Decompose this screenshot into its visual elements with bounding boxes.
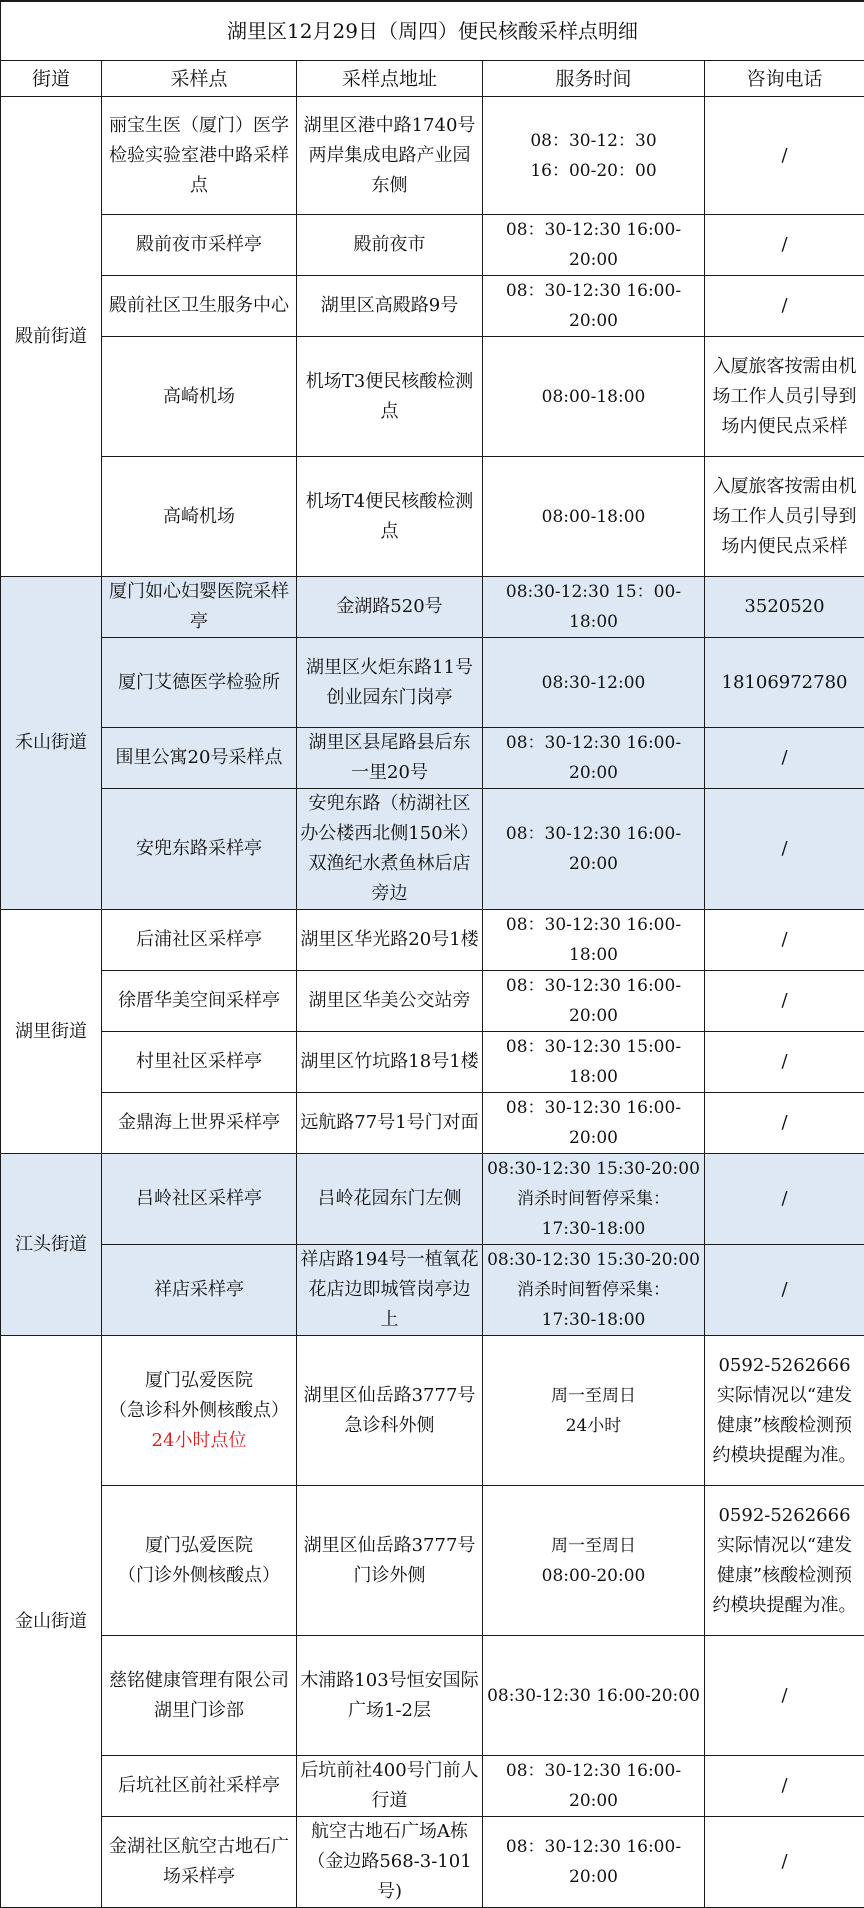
- time-cell: [483, 457, 705, 577]
- cell-text-line: 08:00-20:00: [486, 1561, 701, 1591]
- address-cell: [297, 728, 483, 789]
- site-cell: [102, 1636, 297, 1756]
- cell-text-line: 航空古地石广场A栋（金边路568-3-101号): [300, 1817, 479, 1907]
- table-row: [1, 1636, 864, 1756]
- table-row: [1, 215, 864, 276]
- table-row: [1, 638, 864, 728]
- cell-text-line: 消杀时间暂停采集：: [486, 1275, 701, 1305]
- time-cell: [483, 1636, 705, 1756]
- cell-text-line: 祥店路194号一植氧花花店边即城管岗亭边上: [300, 1245, 479, 1335]
- site-name: 祥店采样亭: [105, 1275, 293, 1305]
- cell-text-line: /: [708, 1047, 861, 1077]
- phone-cell: [705, 789, 864, 910]
- address-cell: [297, 638, 483, 728]
- site-name: 丽宝生医（厦门）医学检验实验室港中路采样点: [105, 111, 293, 201]
- address-cell: [297, 1486, 483, 1636]
- site-cell: [102, 1245, 297, 1336]
- street-cell: 殿前街道: [1, 97, 102, 577]
- site-cell: [102, 728, 297, 789]
- site-cell: [102, 577, 297, 638]
- cell-text-line: 0592-5262666: [708, 1351, 861, 1381]
- cell-text-line: 湖里区县尾路县后东一里20号: [300, 728, 479, 788]
- phone-cell: [705, 1486, 864, 1636]
- street-cell: 金山街道: [1, 1336, 102, 1908]
- cell-text-line: 08:30-12:30 16:00-20:00: [486, 1681, 701, 1711]
- cell-text-line: 后坑前社400号门前人行道: [300, 1756, 479, 1816]
- cell-text-line: 入厦旅客按需由机场工作人员引导到场内便民点采样: [708, 472, 861, 562]
- phone-cell: [705, 1093, 864, 1154]
- site-detail: （门诊外侧核酸点）: [105, 1561, 293, 1591]
- time-cell: [483, 1486, 705, 1636]
- address-cell: [297, 97, 483, 215]
- site-cell: [102, 1154, 297, 1245]
- table-row: [1, 1486, 864, 1636]
- cell-text-line: 08：30-12:30 16:00-20:00: [486, 1093, 701, 1153]
- address-cell: [297, 1636, 483, 1756]
- time-cell: [483, 1336, 705, 1486]
- site-name: 殿前夜市采样亭: [105, 230, 293, 260]
- header-address: 采样点地址: [297, 61, 483, 97]
- site-cell: [102, 1486, 297, 1636]
- table-row: [1, 1756, 864, 1817]
- cell-text-line: 实际情况以“建发健康”核酸检测预约模块提醒为准。: [708, 1531, 861, 1621]
- cell-text-line: 入厦旅客按需由机场工作人员引导到场内便民点采样: [708, 352, 861, 442]
- cell-text-line: 08:30-12:30 15:30-20:00: [486, 1245, 701, 1275]
- site-cell: [102, 1756, 297, 1817]
- time-cell: [483, 971, 705, 1032]
- table-row: [1, 728, 864, 789]
- cell-text-line: 08：30-12:30 15:00-18:00: [486, 1032, 701, 1092]
- cell-text-line: 08：30-12:30 16:00-20:00: [486, 1832, 701, 1892]
- phone-cell: [705, 1756, 864, 1817]
- address-cell: [297, 1093, 483, 1154]
- cell-text-line: 24小时: [486, 1411, 701, 1441]
- street-cell: 禾山街道: [1, 577, 102, 910]
- street-cell: 湖里街道: [1, 910, 102, 1154]
- cell-text-line: 0592-5262666: [708, 1501, 861, 1531]
- site-name: 殿前社区卫生服务中心: [105, 291, 293, 321]
- site-cell: [102, 789, 297, 910]
- table-row: [1, 1154, 864, 1245]
- phone-cell: [705, 276, 864, 337]
- table-row: [1, 276, 864, 337]
- cell-text-line: 08：30-12:30 16:00-20:00: [486, 215, 701, 275]
- page-title: 湖里区12月29日（周四）便民核酸采样点明细: [1, 1, 864, 61]
- phone-cell: [705, 971, 864, 1032]
- cell-text-line: 16：00-20：00: [486, 156, 701, 186]
- time-cell: [483, 1154, 705, 1245]
- cell-text-line: 08：30-12:30 16:00-18:00: [486, 910, 701, 970]
- cell-text-line: /: [708, 1771, 861, 1801]
- table-row: [1, 910, 864, 971]
- time-cell: [483, 1245, 705, 1336]
- site-detail: 湖里门诊部: [105, 1696, 293, 1726]
- cell-text-line: 周一至周日: [486, 1531, 701, 1561]
- time-cell: [483, 276, 705, 337]
- time-cell: [483, 910, 705, 971]
- address-cell: [297, 1154, 483, 1245]
- cell-text-line: /: [708, 834, 861, 864]
- site-name: 吕岭社区采样亭: [105, 1184, 293, 1214]
- cell-text-line: 木浦路103号恒安国际广场1-2层: [300, 1666, 479, 1726]
- cell-text-line: /: [708, 1847, 861, 1877]
- time-cell: [483, 97, 705, 215]
- cell-text-line: 远航路77号1号门对面: [300, 1108, 479, 1138]
- table-row: [1, 789, 864, 910]
- site-name: 厦门如心妇婴医院采样亭: [105, 577, 293, 637]
- phone-cell: [705, 1336, 864, 1486]
- cell-text-line: 08:30-12:30 15:30-20:00: [486, 1154, 701, 1184]
- cell-text-line: 湖里区华美公交站旁: [300, 986, 479, 1016]
- cell-text-line: /: [708, 141, 861, 171]
- site-cell: [102, 97, 297, 215]
- cell-text-line: 殿前夜市: [300, 230, 479, 260]
- cell-text-line: 08：30-12:30 16:00-20:00: [486, 276, 701, 336]
- cell-text-line: 机场T4便民核酸检测点: [300, 487, 479, 547]
- site-name: 村里社区采样亭: [105, 1047, 293, 1077]
- phone-cell: [705, 1154, 864, 1245]
- site-name: 厦门弘爱医院: [105, 1531, 293, 1561]
- time-cell: [483, 638, 705, 728]
- phone-cell: [705, 97, 864, 215]
- table-row: [1, 1817, 864, 1908]
- cell-text-line: 08：30-12：30: [486, 126, 701, 156]
- site-name: 金鼎海上世界采样亭: [105, 1108, 293, 1138]
- time-cell: [483, 577, 705, 638]
- cell-text-line: 两岸集成电路产业园东侧: [300, 141, 479, 201]
- cell-text-line: 08：30-12:30 16:00-20:00: [486, 728, 701, 788]
- table-row: [1, 971, 864, 1032]
- cell-text-line: /: [708, 925, 861, 955]
- cell-text-line: 18106972780: [708, 668, 861, 698]
- table-row: [1, 1032, 864, 1093]
- site-cell: [102, 337, 297, 457]
- cell-text-line: 吕岭花园东门左侧: [300, 1184, 479, 1214]
- cell-text-line: 08:30-12:00: [486, 668, 701, 698]
- cell-text-line: /: [708, 986, 861, 1016]
- cell-text-line: /: [708, 1275, 861, 1305]
- header-phone: 咨询电话: [705, 61, 864, 97]
- phone-cell: [705, 1245, 864, 1336]
- header-row: [1, 61, 864, 97]
- cell-text-line: 17:30-18:00: [486, 1214, 701, 1244]
- site-name: 厦门弘爱医院: [105, 1366, 293, 1396]
- time-cell: [483, 1093, 705, 1154]
- time-cell: [483, 337, 705, 457]
- cell-text-line: 消杀时间暂停采集：: [486, 1184, 701, 1214]
- time-cell: [483, 1756, 705, 1817]
- site-name: 徐厝华美空间采样亭: [105, 986, 293, 1016]
- cell-text-line: 周一至周日: [486, 1381, 701, 1411]
- site-name: 金湖社区航空古地石广场采样亭: [105, 1832, 293, 1892]
- cell-text-line: 08：30-12:30 16:00-20:00: [486, 1756, 701, 1816]
- site-cell: [102, 1032, 297, 1093]
- phone-cell: [705, 577, 864, 638]
- address-cell: [297, 971, 483, 1032]
- title-row: [1, 1, 864, 61]
- site-cell: [102, 638, 297, 728]
- cell-text-line: 实际情况以“建发健康”核酸检测预约模块提醒为准。: [708, 1381, 861, 1471]
- cell-text-line: /: [708, 1108, 861, 1138]
- site-cell: [102, 1093, 297, 1154]
- table-row: [1, 337, 864, 457]
- cell-text-line: /: [708, 1681, 861, 1711]
- table-row: [1, 577, 864, 638]
- phone-cell: [705, 1032, 864, 1093]
- address-cell: [297, 1817, 483, 1908]
- cell-text-line: 08：30-12:30 16:00-20:00: [486, 971, 701, 1031]
- cell-text-line: 湖里区港中路1740号: [300, 111, 479, 141]
- phone-cell: [705, 728, 864, 789]
- cell-text-line: 金湖路520号: [300, 592, 479, 622]
- site-name: 高崎机场: [105, 502, 293, 532]
- site-name: 厦门艾德医学检验所: [105, 668, 293, 698]
- street-cell: 江头街道: [1, 1154, 102, 1336]
- cell-text-line: 08:00-18:00: [486, 382, 701, 412]
- time-cell: [483, 215, 705, 276]
- site-name: 围里公寓20号采样点: [105, 743, 293, 773]
- address-cell: [297, 1336, 483, 1486]
- site-cell: [102, 1817, 297, 1908]
- cell-text-line: 08:30-12:30 15：00-18:00: [486, 577, 701, 637]
- address-cell: [297, 337, 483, 457]
- address-cell: [297, 276, 483, 337]
- cell-text-line: /: [708, 743, 861, 773]
- phone-cell: [705, 457, 864, 577]
- site-cell: [102, 457, 297, 577]
- table-row: [1, 1245, 864, 1336]
- phone-cell: [705, 1636, 864, 1756]
- phone-cell: [705, 1817, 864, 1908]
- site-name: 慈铭健康管理有限公司: [105, 1666, 293, 1696]
- header-service-time: 服务时间: [483, 61, 705, 97]
- cell-text-line: 湖里区火炬东路11号: [300, 653, 479, 683]
- table-row: [1, 1093, 864, 1154]
- site-name: 后浦社区采样亭: [105, 925, 293, 955]
- address-cell: [297, 1032, 483, 1093]
- site-name: 后坑社区前社采样亭: [105, 1771, 293, 1801]
- time-cell: [483, 789, 705, 910]
- phone-cell: [705, 638, 864, 728]
- cell-text-line: 08：30-12:30 16:00-20:00: [486, 819, 701, 879]
- cell-text-line: 湖里区竹坑路18号1楼: [300, 1047, 479, 1077]
- cell-text-line: 08:00-18:00: [486, 502, 701, 532]
- table-body: [1, 1, 864, 1908]
- cell-text-line: 3520520: [708, 592, 861, 622]
- site-cell: [102, 971, 297, 1032]
- cell-text-line: 湖里区高殿路9号: [300, 291, 479, 321]
- address-cell: [297, 457, 483, 577]
- header-street: 街道: [1, 61, 102, 97]
- phone-cell: [705, 215, 864, 276]
- site-cell: [102, 910, 297, 971]
- address-cell: [297, 910, 483, 971]
- cell-text-line: 湖里区仙岳路3777号急诊科外侧: [300, 1381, 479, 1441]
- site-cell: [102, 215, 297, 276]
- table-row: [1, 457, 864, 577]
- site-name: 高崎机场: [105, 382, 293, 412]
- address-cell: [297, 215, 483, 276]
- address-cell: [297, 577, 483, 638]
- time-cell: [483, 1817, 705, 1908]
- address-cell: [297, 789, 483, 910]
- site-cell: [102, 276, 297, 337]
- header-site: 采样点: [102, 61, 297, 97]
- cell-text-line: /: [708, 230, 861, 260]
- phone-cell: [705, 337, 864, 457]
- cell-text-line: 湖里区仙岳路3777号门诊外侧: [300, 1531, 479, 1591]
- cell-text-line: 机场T3便民核酸检测点: [300, 367, 479, 427]
- cell-text-line: /: [708, 1184, 861, 1214]
- address-cell: [297, 1756, 483, 1817]
- site-name: 安兜东路采样亭: [105, 834, 293, 864]
- site-24h-note: 24小时点位: [105, 1426, 293, 1456]
- cell-text-line: 安兜东路（枋湖社区办公楼西北侧150米）双渔纪水煮鱼林后店旁边: [300, 789, 479, 909]
- cell-text-line: /: [708, 291, 861, 321]
- time-cell: [483, 1032, 705, 1093]
- table-row: [1, 1336, 864, 1486]
- cell-text-line: 湖里区华光路20号1楼: [300, 925, 479, 955]
- site-detail: （急诊科外侧核酸点）: [105, 1396, 293, 1426]
- address-cell: [297, 1245, 483, 1336]
- phone-cell: [705, 910, 864, 971]
- cell-text-line: 创业园东门岗亭: [300, 683, 479, 713]
- cell-text-line: 17:30-18:00: [486, 1305, 701, 1335]
- table-row: [1, 97, 864, 215]
- site-cell: [102, 1336, 297, 1486]
- time-cell: [483, 728, 705, 789]
